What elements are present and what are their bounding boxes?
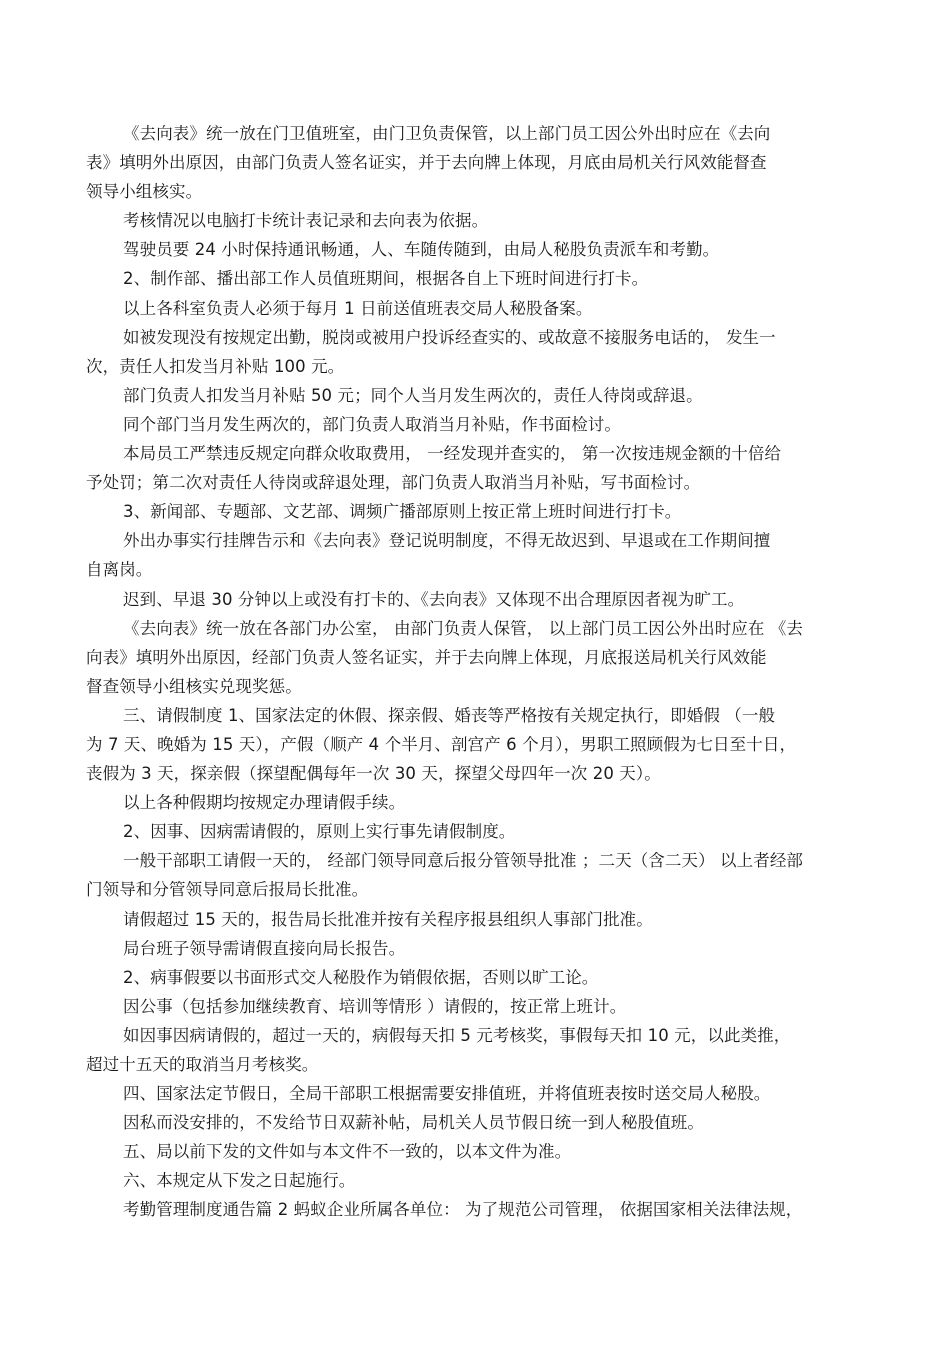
text-line: 自离岗。 [86, 560, 153, 580]
text-line: 本局员工严禁违反规定向群众收取费用， 一经发现并查实的， 第一次按违规金额的十倍给 [123, 444, 782, 464]
text-line: 驾驶员要 24 小时保持通讯畅通，人、车随传随到，由局人秘股负责派车和考勤。 [123, 240, 720, 260]
text-line: 如因事因病请假的，超过一天的，病假每天扣 5 元考核奖，事假每天扣 10 元，以此类推， [123, 1025, 791, 1045]
text-line: 2、制作部、播出部工作人员值班期间，根据各自上下班时间进行打卡。 [123, 269, 649, 289]
text-line: 《去向表》统一放在各部门办公室， 由部门负责人保管， 以上部门员工因公外出时应在 《去 [123, 618, 804, 638]
text-line: 部门负责人扣发当月补贴 50 元；同个人当月发生两次的，责任人待岗或辞退。 [123, 385, 703, 405]
text-line: 迟到、早退 30 分钟以上或没有打卡的、《去向表》又体现不出合理原因者视为旷工。 [123, 589, 745, 609]
text-line: 如被发现没有按规定出勤，脱岗或被用户投诉经查实的、或故意不接服务电话的， 发生一 [123, 327, 776, 347]
text-line: 2、因事、因病需请假的，原则上实行事先请假制度。 [123, 822, 516, 842]
text-line: 五、局以前下发的文件如与本文件不一致的，以本文件为准。 [123, 1142, 572, 1162]
text-line: 六、本规定从下发之日起施行。 [123, 1171, 356, 1191]
text-line: 局台班子领导需请假直接向局长报告。 [123, 938, 406, 958]
text-line: 表》填明外出原因，由部门负责人签名证实，并于去向牌上体现，月底由局机关行风效能督查 [86, 153, 767, 173]
text-line: 外出办事实行挂牌告示和《去向表》登记说明制度，不得无故迟到、早退或在工作期间擅 [123, 531, 771, 551]
text-line: 3、新闻部、专题部、文艺部、调频广播部原则上按正常上班时间进行打卡。 [123, 502, 682, 522]
text-line: 《去向表》统一放在门卫值班室，由门卫负责保管，以上部门员工因公外出时应在《去向 [123, 124, 771, 143]
text-line: 门领导和分管领导同意后报局长批准。 [86, 880, 369, 900]
text-line: 次，责任人扣发当月补贴 100 元。 [86, 356, 345, 376]
text-line: 丧假为 3 天，探亲假（探望配偶每年一次 30 天，探望父母四年一次 20 天）。 [86, 764, 661, 784]
text-line: 以上各科室负责人必须于每月 1 日前送值班表交局人秘股备案。 [123, 298, 593, 318]
text-line: 2、病事假要以书面形式交人秘股作为销假依据，否则以旷工论。 [123, 967, 599, 987]
text-line: 向表》填明外出原因，经部门负责人签名证实，并于去向牌上体现，月底报送局机关行风效能 [86, 647, 767, 667]
text-line: 督查领导小组核实兑现奖惩。 [86, 676, 302, 696]
text-line: 予处罚；第二次对责任人待岗或辞退处理，部门负责人取消当月补贴，写书面检讨。 [86, 473, 701, 493]
document-body [86, 119, 866, 1225]
text-line: 三、请假制度 1、国家法定的休假、探亲假、婚丧等严格按有关规定执行，即婚假 （一般 [123, 705, 776, 725]
text-line: 超过十五天的取消当月考核奖。 [86, 1055, 319, 1074]
text-line: 请假超过 15 天的，报告局长批准并按有关程序报县组织人事部门批准。 [123, 909, 653, 929]
text-line: 四、国家法定节假日，全局干部职工根据需要安排值班，并将值班表按时送交局人秘股。 [123, 1084, 771, 1104]
text-line: 考核情况以电脑打卡统计表记录和去向表为依据。 [123, 211, 489, 231]
text-line: 因私而没安排的，不发给节日双薪补帖，局机关人员节假日统一到人秘股值班。 [123, 1113, 704, 1133]
text-line: 领导小组核实。 [86, 182, 203, 202]
text-line: 以上各种假期均按规定办理请假手续。 [123, 793, 406, 813]
text-line: 因公事（包括参加继续教育、培训等情形 ）请假的，按正常上班计。 [123, 996, 627, 1016]
text-line: 同个部门当月发生两次的，部门负责人取消当月补贴，作书面检讨。 [123, 414, 621, 434]
text-line: 为 7 天、晚婚为 15 天），产假（顺产 4 个半月、剖宫产 6 个月），男职工照顾假为七日至十日， [86, 734, 797, 754]
text-line: 一般干部职工请假一天的， 经部门领导同意后报分管领导批准 ；二天（含二天） 以上者经部 [123, 851, 804, 871]
text-line: 考勤管理制度通告篇 2 蚂蚁企业所属各单位： 为了规范公司管理， 依据国家相关法律法规， [123, 1200, 803, 1220]
